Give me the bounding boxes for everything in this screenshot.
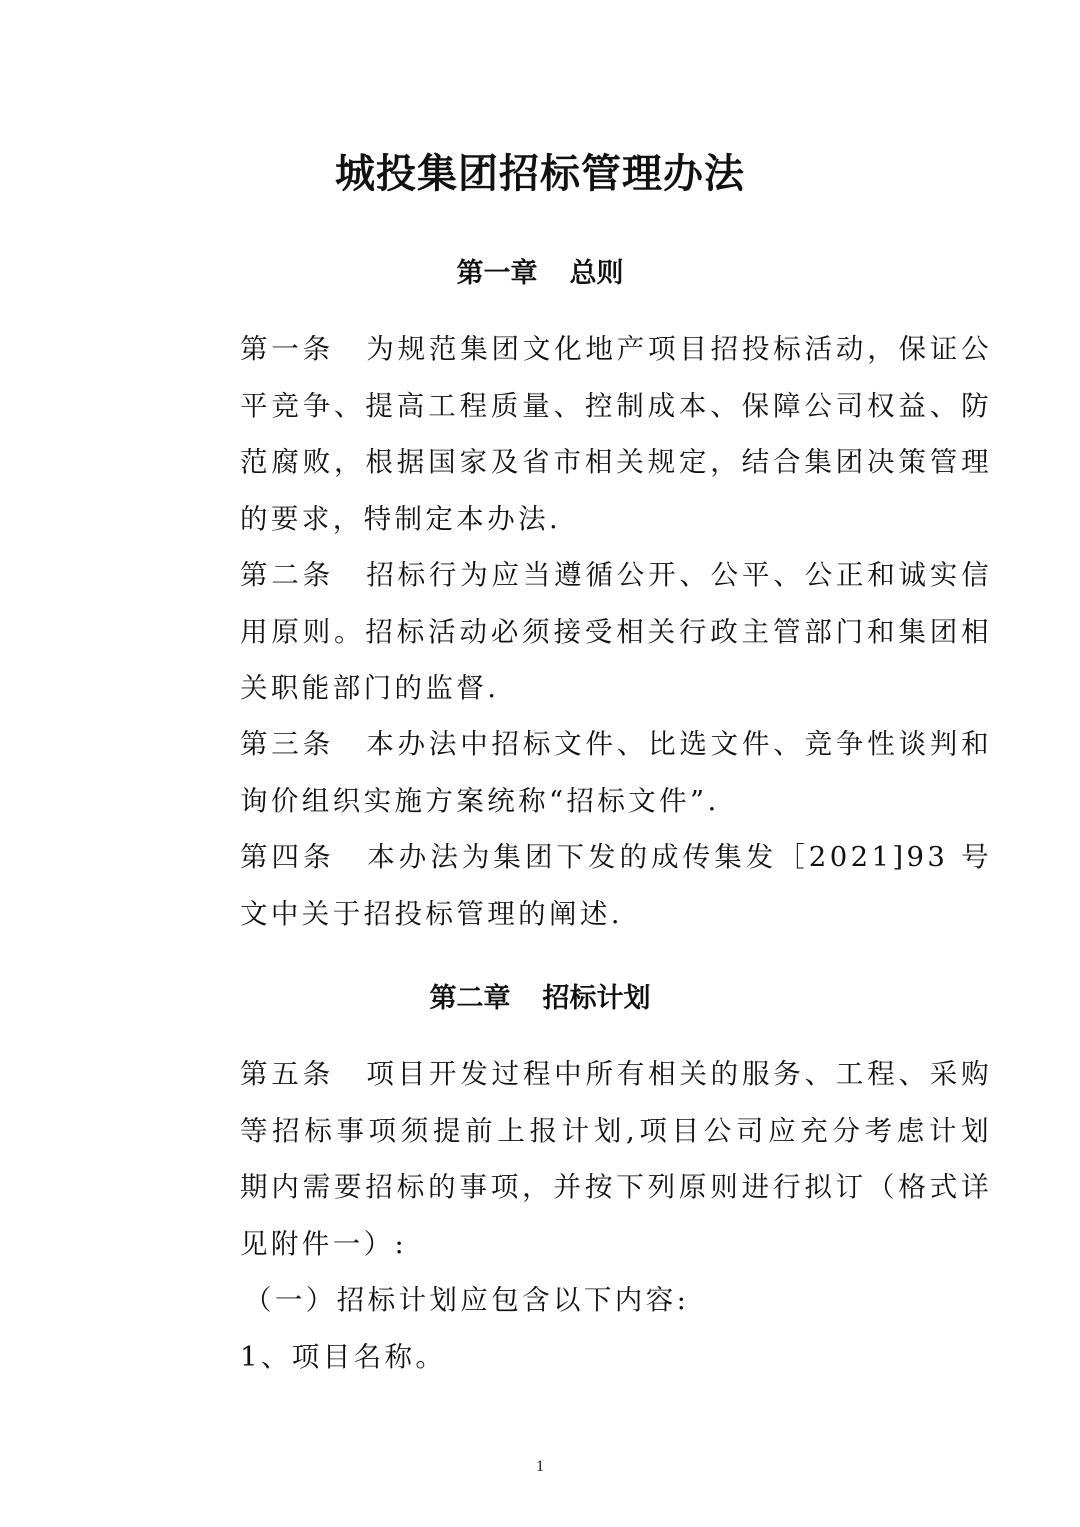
chapter-title: 总则 xyxy=(569,258,624,289)
article-text: 为规范集团文化地产项目招投标活动，保证公平竞争、提高工程质量、控制成本、保障公司权益、防范腐败，根据国家及省市相关规定，结合集团决策管理的要求，特制定本办法. xyxy=(240,333,993,535)
article-number: 第三条 xyxy=(240,728,334,760)
article-text: 本办法中招标文件、比选文件、竞争性谈判和询价组织实施方案统称“招标文件”. xyxy=(240,728,993,817)
chapter-label: 第一章 xyxy=(456,258,538,289)
article-number: 第一条 xyxy=(240,333,334,365)
article-1 xyxy=(164,321,992,547)
article-3 xyxy=(164,716,992,829)
article-text: 招标行为应当遵循公开、公平、公正和诚实信用原则。招标活动必须接受相关行政主管部门和集团相关职能部门的监督. xyxy=(240,559,993,704)
chapter-heading-2 xyxy=(0,976,1080,1015)
document-title: 城投集团招标管理办法 xyxy=(335,150,745,197)
chapter-title: 招标计划 xyxy=(542,983,651,1014)
chapter-label: 第二章 xyxy=(429,983,511,1014)
chapter-heading-1 xyxy=(0,251,1080,290)
clause-1: （一）招标计划应包含以下内容: xyxy=(244,1284,690,1316)
article-text: 本办法为集团下发的成传集发［2021]93 号文中关于招投标管理的阐述. xyxy=(240,841,992,930)
article-number: 第四条 xyxy=(240,841,335,873)
article-number: 第五条 xyxy=(240,1058,334,1090)
page-number: 1 xyxy=(536,1458,544,1475)
article-5 xyxy=(164,1046,992,1272)
article-4 xyxy=(164,829,992,942)
article-number: 第二条 xyxy=(240,559,334,591)
article-2 xyxy=(164,547,992,717)
article-text: 项目开发过程中所有相关的服务、工程、采购等招标事项须提前上报计划,项目公司应充分考虑计划期内需要招标的事项，并按下列原则进行拟订（格式详见附件一）: xyxy=(240,1058,993,1260)
clause-2: 1、项目名称。 xyxy=(240,1341,447,1373)
